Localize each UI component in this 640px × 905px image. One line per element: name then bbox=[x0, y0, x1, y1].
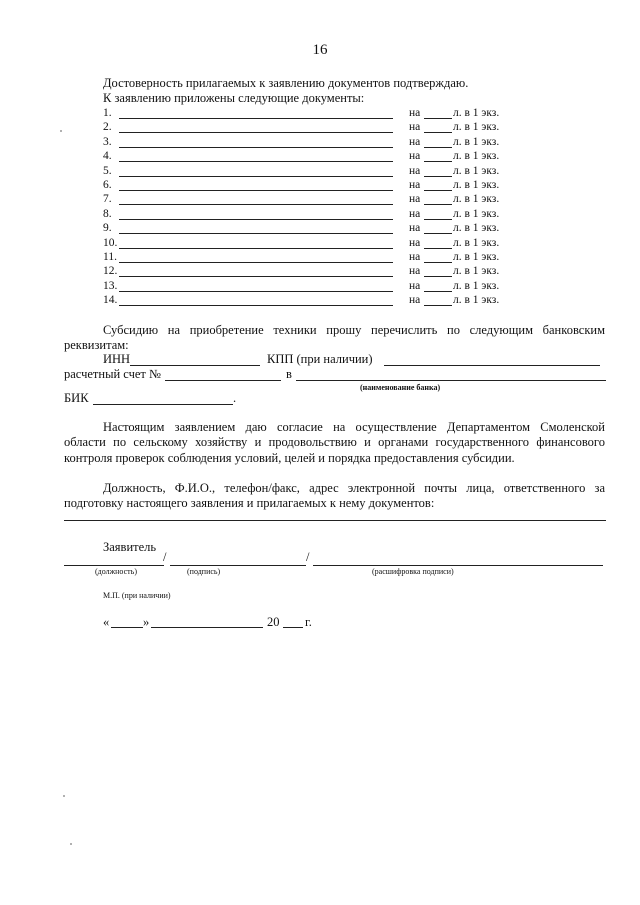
document-sheets-field[interactable] bbox=[424, 132, 452, 133]
document-na-label: на bbox=[409, 107, 421, 119]
responsible-line-1: Должность, Ф.И.О., телефон/факс, адрес электронной почты лица, ответственного за bbox=[103, 481, 605, 495]
document-name-field[interactable] bbox=[119, 219, 393, 220]
document-sheets-label: л. в 1 экз. bbox=[453, 251, 500, 263]
date-open-quote: « bbox=[103, 615, 110, 629]
document-sheets-field[interactable] bbox=[424, 248, 452, 249]
document-row-number: 12. bbox=[103, 265, 118, 278]
applicant-position-field[interactable] bbox=[64, 565, 164, 566]
bik-label: БИК bbox=[64, 391, 89, 405]
document-row bbox=[103, 222, 523, 236]
document-name-field[interactable] bbox=[119, 305, 393, 306]
document-na-label: на bbox=[409, 236, 421, 249]
bank-paragraph-line-2: реквизитам: bbox=[64, 338, 129, 352]
document-name-field[interactable] bbox=[119, 118, 393, 119]
document-sheets-field[interactable] bbox=[424, 233, 452, 234]
document-row-number: 8. bbox=[103, 207, 112, 220]
document-sheets-label: л. в 1 экз. bbox=[453, 107, 500, 119]
document-name-field[interactable] bbox=[119, 132, 393, 133]
document-na-label: на bbox=[409, 265, 421, 278]
consent-line-2: области по сельскому хозяйству и продовольствию и органами государственного финансового bbox=[64, 435, 605, 449]
bank-paragraph-line-1: Субсидию на приобретение техники прошу перечислить по следующим банковским bbox=[103, 323, 605, 337]
consent-line-1: Настоящим заявлением даю согласие на осуществление Департаментом Смоленской bbox=[103, 420, 605, 434]
document-sheets-label: л. в 1 экз. bbox=[453, 135, 500, 148]
document-sheets-field[interactable] bbox=[424, 190, 452, 191]
document-row bbox=[103, 150, 523, 164]
document-sheets-label: л. в 1 экз. bbox=[453, 236, 500, 249]
document-sheets-field[interactable] bbox=[424, 305, 452, 306]
document-sheets-field[interactable] bbox=[424, 118, 452, 119]
document-na-label: на bbox=[409, 135, 421, 148]
document-na-label: на bbox=[409, 150, 421, 163]
document-sheets-label: л. в 1 экз. bbox=[453, 164, 500, 177]
bik-dot: . bbox=[233, 391, 237, 405]
document-name-field[interactable] bbox=[119, 291, 393, 292]
caption-signature: (подпись) bbox=[187, 567, 221, 576]
document-sheets-label: л. в 1 экз. bbox=[453, 193, 500, 206]
caption-position: (должность) bbox=[95, 567, 137, 576]
document-na-label: на bbox=[409, 193, 421, 206]
bank-in-label: в bbox=[286, 367, 292, 381]
document-na-label: на bbox=[409, 294, 421, 307]
account-label: расчетный счет № bbox=[64, 367, 161, 381]
slash-2: / bbox=[306, 550, 310, 564]
document-row bbox=[103, 280, 523, 294]
document-na-label: на bbox=[409, 279, 421, 292]
inn-field[interactable] bbox=[130, 365, 260, 366]
document-row bbox=[103, 121, 523, 135]
caption-decoding: (расшифровка подписи) bbox=[372, 567, 454, 576]
document-row bbox=[103, 251, 523, 265]
document-sheets-field[interactable] bbox=[424, 161, 452, 162]
document-row-number: 6. bbox=[103, 179, 112, 191]
date-year-prefix: 20 bbox=[267, 615, 280, 629]
document-row bbox=[103, 107, 523, 121]
document-row-number: 1. bbox=[103, 107, 112, 119]
stamp-label: М.П. (при наличии) bbox=[103, 591, 171, 600]
applicant-title: Заявитель bbox=[103, 540, 157, 554]
scan-speck bbox=[60, 130, 62, 132]
document-sheets-label: л. в 1 экз. bbox=[453, 150, 500, 163]
document-sheets-field[interactable] bbox=[424, 204, 452, 205]
responsible-field[interactable] bbox=[64, 520, 606, 521]
page-number: 16 bbox=[312, 42, 328, 58]
document-na-label: на bbox=[409, 251, 421, 263]
document-row bbox=[103, 237, 523, 251]
document-sheets-field[interactable] bbox=[424, 276, 452, 277]
document-row-number: 14. bbox=[103, 294, 118, 307]
document-name-field[interactable] bbox=[119, 204, 393, 205]
applicant-signature-field[interactable] bbox=[170, 565, 306, 566]
document-row bbox=[103, 265, 523, 279]
document-name-field[interactable] bbox=[119, 248, 393, 249]
slash-1: / bbox=[163, 550, 167, 564]
document-sheets-label: л. в 1 экз. bbox=[453, 121, 500, 134]
date-month-field[interactable] bbox=[151, 627, 263, 628]
document-row bbox=[103, 208, 523, 222]
document-sheets-field[interactable] bbox=[424, 176, 452, 177]
document-row-number: 13. bbox=[103, 279, 118, 292]
document-row-number: 10. bbox=[103, 236, 118, 249]
intro-line-1: Достоверность прилагаемых к заявлению документов подтверждаю. bbox=[103, 76, 469, 90]
date-year-suffix: г. bbox=[305, 615, 312, 629]
document-row-number: 11. bbox=[103, 251, 117, 263]
intro-line-2: К заявлению приложены следующие документы: bbox=[103, 91, 365, 105]
kpp-label: КПП (при наличии) bbox=[267, 352, 373, 366]
document-name-field[interactable] bbox=[119, 161, 393, 162]
document-na-label: на bbox=[409, 164, 421, 177]
responsible-line-2: подготовку настоящего заявления и прилагаемых к нему документов: bbox=[64, 496, 435, 510]
account-field[interactable] bbox=[165, 380, 281, 381]
document-row bbox=[103, 136, 523, 150]
document-na-label: на bbox=[409, 121, 421, 134]
document-row-number: 3. bbox=[103, 135, 112, 148]
document-sheets-label: л. в 1 экз. bbox=[453, 294, 500, 307]
document-row-number: 5. bbox=[103, 164, 112, 177]
document-na-label: на bbox=[409, 207, 421, 220]
consent-line-3: контроля проверок соблюдения условий, целей и порядка предоставления субсидии. bbox=[64, 451, 515, 465]
bik-field[interactable] bbox=[93, 404, 233, 405]
document-row-number: 9. bbox=[103, 222, 112, 235]
document-row-number: 4. bbox=[103, 150, 112, 163]
document-row-number: 7. bbox=[103, 193, 112, 206]
date-year-field[interactable] bbox=[283, 627, 303, 628]
document-sheets-label: л. в 1 экз. bbox=[453, 265, 500, 278]
document-na-label: на bbox=[409, 179, 421, 191]
document-name-field[interactable] bbox=[119, 147, 393, 148]
document-name-field[interactable] bbox=[119, 176, 393, 177]
document-na-label: на bbox=[409, 222, 421, 235]
inn-label: ИНН bbox=[103, 352, 131, 366]
scan-speck bbox=[70, 843, 72, 845]
document-sheets-label: л. в 1 экз. bbox=[453, 179, 500, 191]
document-row bbox=[103, 179, 523, 193]
bank-name-caption: (наименование банка) bbox=[360, 383, 441, 392]
document-sheets-field[interactable] bbox=[424, 262, 452, 263]
applicant-decoding-field[interactable] bbox=[313, 565, 603, 566]
document-sheets-label: л. в 1 экз. bbox=[453, 279, 500, 292]
kpp-field[interactable] bbox=[384, 365, 600, 366]
date-day-field[interactable] bbox=[111, 627, 143, 628]
document-name-field[interactable] bbox=[119, 233, 393, 234]
document-name-field[interactable] bbox=[119, 190, 393, 191]
document-sheets-label: л. в 1 экз. bbox=[453, 222, 500, 235]
document-row bbox=[103, 165, 523, 179]
document-name-field[interactable] bbox=[119, 276, 393, 277]
document-sheets-field[interactable] bbox=[424, 291, 452, 292]
bank-name-field[interactable] bbox=[296, 380, 606, 381]
document-row-number: 2. bbox=[103, 121, 112, 134]
document-sheets-label: л. в 1 экз. bbox=[453, 207, 500, 220]
document-sheets-field[interactable] bbox=[424, 219, 452, 220]
scan-speck bbox=[63, 795, 65, 797]
date-close-quote: » bbox=[143, 615, 150, 629]
document-sheets-field[interactable] bbox=[424, 147, 452, 148]
document-row bbox=[103, 294, 523, 308]
document-row bbox=[103, 193, 523, 207]
document-name-field[interactable] bbox=[119, 262, 393, 263]
